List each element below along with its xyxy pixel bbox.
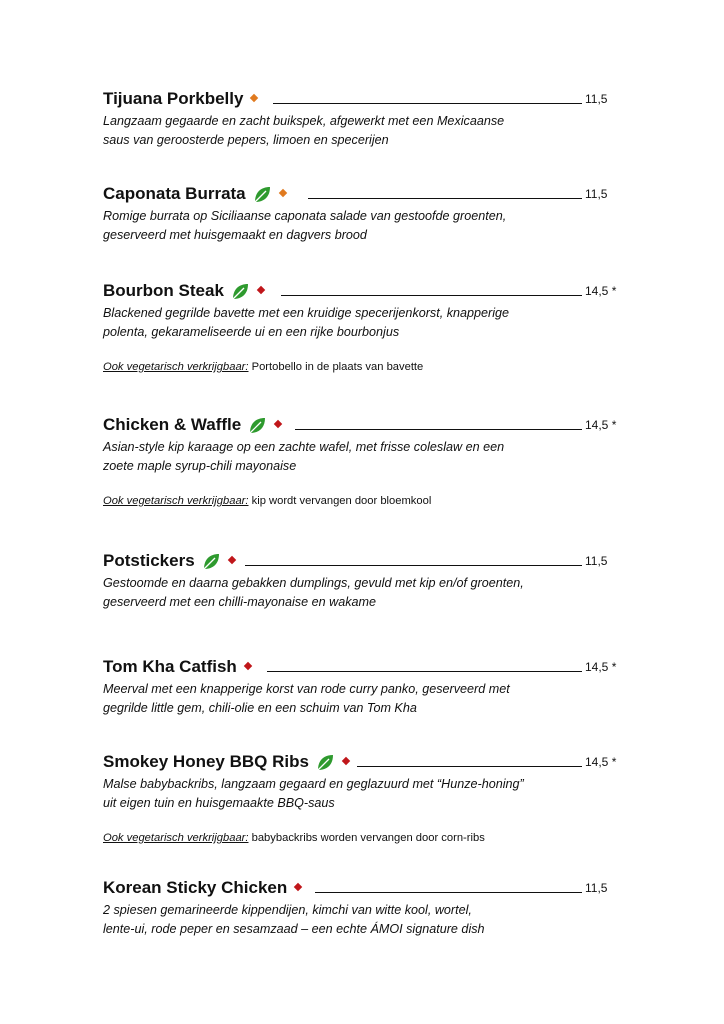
dish-description: Gestoomde en daarna gebakken dumplings, gevuld met kip en/of groenten, [103,576,524,590]
leader-line [267,671,582,672]
dish-name: Tom Kha Catfish [103,656,251,679]
dish-description: gegrilde little gem, chili-olie en een schuim van Tom Kha [103,701,417,715]
vegetarian-note: Ook vegetarisch verkrijgbaar: babybackribs worden vervangen door corn-ribs [103,832,485,844]
leaf-icon [247,416,267,436]
vegetarian-note: Ook vegetarisch verkrijgbaar: kip wordt vervangen door bloemkool [103,495,432,507]
diamond-icon [274,420,282,428]
leader-line [357,766,582,767]
dish-name: Tijuana Porkbelly [103,88,257,111]
leader-line [245,565,582,566]
dish-price: 11,5 [585,881,608,895]
leader-line [315,892,582,893]
dish-description: Langzaam gegaarde en zacht buikspek, afgewerkt met een Mexicaanse [103,114,505,128]
dish-price: 14,5 * [585,418,617,432]
menu-item [103,751,623,846]
menu-item [103,88,623,150]
leader-line [281,295,582,296]
diamond-icon [278,189,286,197]
diamond-icon [244,662,252,670]
diamond-icon [257,286,265,294]
leader-line [295,429,582,430]
dish-price: 11,5 [585,92,608,106]
dish-description: Romige burrata op Siciliaanse caponata salade van gestoofde groenten, [103,209,507,223]
dish-name: Smokey Honey BBQ Ribs [103,751,349,774]
menu-item [103,656,623,718]
dish-description: geserveerd met huisgemaakt en dagvers brood [103,228,367,242]
dish-description: Asian-style kip karaage op een zachte wafel, met frisse coleslaw en een [103,440,505,454]
menu-item [103,877,623,939]
dish-name: Potstickers [103,550,235,573]
dish-price: 14,5 * [585,660,617,674]
leaf-icon [315,753,335,773]
dish-description: geserveerd met een chilli-mayonaise en wakame [103,595,376,609]
menu-item [103,550,623,612]
menu-item [103,280,623,375]
dish-description: uit eigen tuin en huisgemaakte BBQ-saus [103,796,335,810]
dish-name: Korean Sticky Chicken [103,877,301,900]
dish-description: Blackened gegrilde bavette met een kruidige specerijenkorst, knapperige [103,306,510,320]
dish-description: Meerval met een knapperige korst van rode curry panko, geserveerd met [103,682,510,696]
dish-price: 14,5 * [585,755,617,769]
dish-description: Malse babybackribs, langzaam gegaard en geglazuurd met “Hunze-honing” [103,777,524,791]
dish-name: Caponata Burrata [103,183,286,206]
vegetarian-note: Ook vegetarisch verkrijgbaar: Portobello in de plaats van bavette [103,361,424,373]
dish-price: 11,5 [585,187,608,201]
dish-description: 2 spiesen gemarineerde kippendijen, kimchi van witte kool, wortel, [103,903,472,917]
leader-line [308,198,582,199]
leaf-icon [230,282,250,302]
leader-line [273,103,582,104]
dish-description: lente-ui, rode peper en sesamzaad – een echte ÁMOI signature dish [103,922,485,936]
leaf-icon [252,185,272,205]
dish-name: Chicken & Waffle [103,414,281,437]
menu-item [103,414,623,509]
dish-description: zoete maple syrup-chili mayonaise [103,459,297,473]
dish-price: 11,5 [585,554,608,568]
diamond-icon [227,556,235,564]
diamond-icon [294,883,302,891]
menu-item [103,183,623,245]
dish-price: 14,5 * [585,284,617,298]
diamond-icon [250,94,258,102]
leaf-icon [201,552,221,572]
dish-description: polenta, gekarameliseerde ui en een rijke bourbonjus [103,325,400,339]
dish-name: Bourbon Steak [103,280,264,303]
diamond-icon [342,757,350,765]
dish-description: saus van geroosterde pepers, limoen en specerijen [103,133,389,147]
